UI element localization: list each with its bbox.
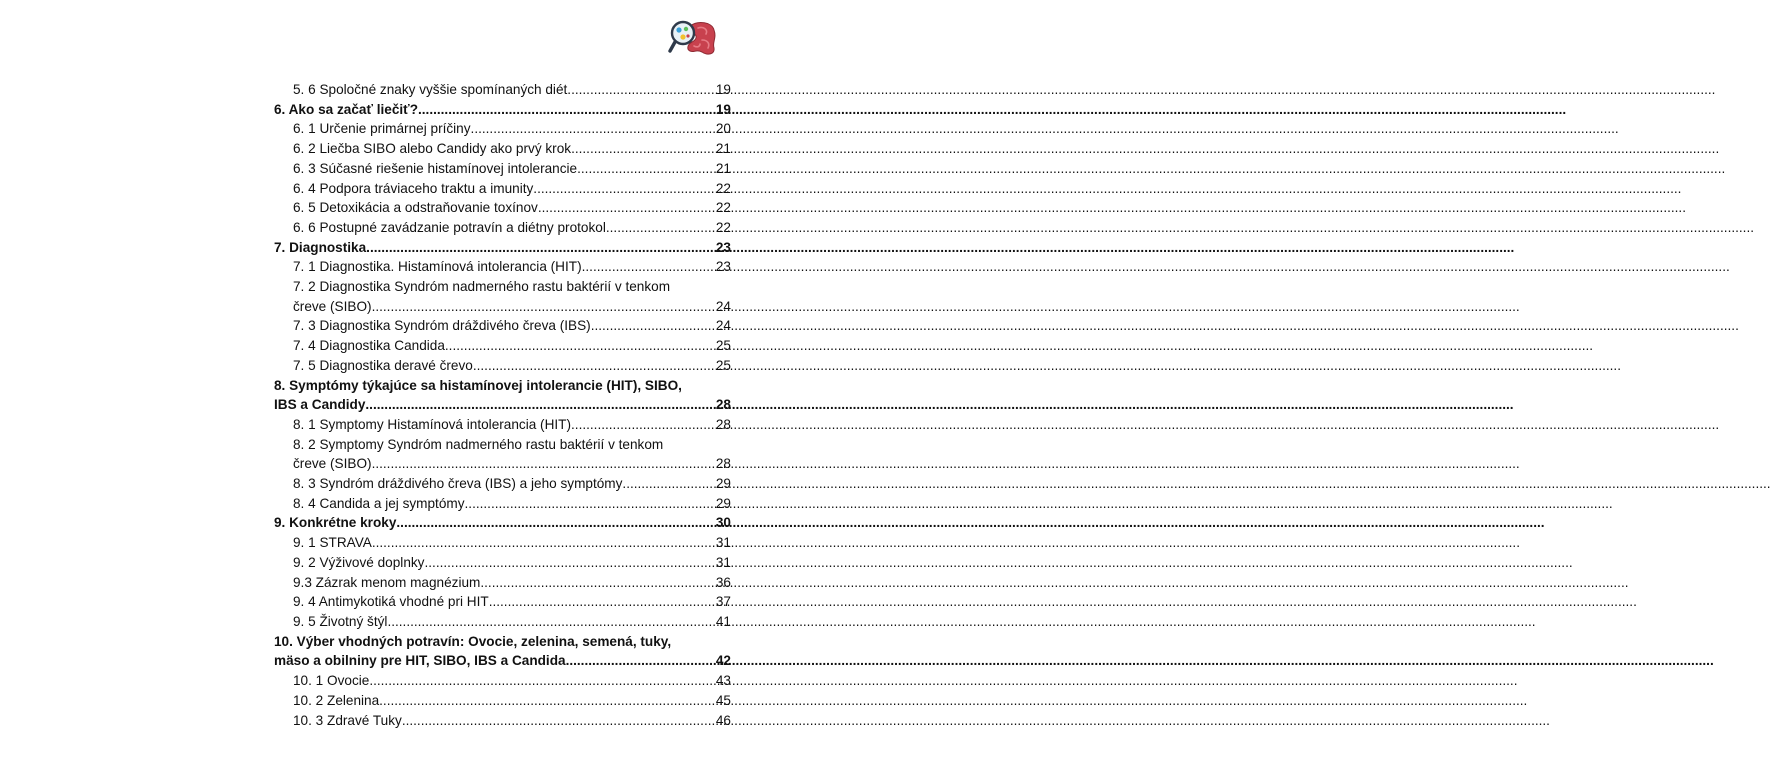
toc-line [293,159,731,179]
toc-title: 6. 6 Postupné zavádzanie potravín a diétny protokol [293,219,606,235]
toc-title: 7. 1 Diagnostika. Histamínová intolerancia (HIT) [293,259,582,275]
toc-page-number: 19 [715,82,731,97]
toc-line [293,671,731,691]
dot-leader [445,336,715,356]
toc-section[interactable] [274,612,731,632]
toc-chapter[interactable] [274,238,731,258]
dot-leader [622,474,714,494]
toc-page-number: 45 [715,692,731,708]
logo [668,18,720,58]
toc-title: 10. 2 Zelenina [293,692,380,708]
toc-page-number: 21 [715,160,731,176]
toc-title: 8. 3 Syndróm dráždivého čreva (IBS) a jeho symptómy [293,476,623,492]
toc-section[interactable] [274,218,731,238]
toc-section[interactable] [274,356,731,376]
dot-leader [372,297,715,317]
toc-title: 9. 4 Antimykotiká vhodné pri HIT [293,594,489,610]
dot-leader [418,100,715,120]
toc-line [293,691,731,711]
toc-section[interactable] [274,277,731,316]
toc-page-number: 28 [715,456,731,472]
toc-line [293,198,731,218]
toc-title: 8. 1 Symptomy Histamínová intolerancia (HIT) [293,416,572,432]
dot-leader [379,691,715,711]
toc-title-line: 8. 2 Symptomy Syndróm nadmerného rastu baktérií v tenkom [293,436,664,452]
dot-leader [402,711,715,731]
toc-page-number: 23 [715,259,731,275]
toc-page-number: 22 [715,200,731,216]
dot-leader [365,395,714,415]
dot-leader [471,119,715,139]
toc-page-number: 20 [715,121,731,137]
toc-line [293,257,731,277]
dot-leader [372,533,715,553]
magnifier-handle [670,42,675,51]
dot-leader [577,159,715,179]
dot-leader [396,513,714,533]
dot-leader [567,80,715,100]
toc-page-number: 41 [715,613,731,629]
toc-title: 6. 4 Podpora tráviaceho traktu a imunity [293,180,534,196]
toc-section[interactable] [274,159,731,179]
toc-page-number: 21 [715,141,731,157]
dot-leader [372,454,715,474]
toc-title: 6. Ako sa začať liečiť? [274,101,418,117]
table-of-contents [274,80,731,730]
toc-chapter[interactable] [274,513,731,533]
dot-leader [538,198,715,218]
toc-page-number: 36 [715,574,731,590]
toc-line [293,356,731,376]
toc-chapter[interactable] [274,100,731,120]
toc-section[interactable] [274,435,731,474]
toc-title: 10. 1 Ovocie [293,673,370,689]
dot-leader [489,592,715,612]
toc-line [293,553,731,573]
toc-title-line: 8. Symptómy týkajúce sa histamínovej intolerancie (HIT), SIBO, [274,377,682,393]
toc-title-line: 7. 2 Diagnostika Syndróm nadmerného rastu baktérií v tenkom [293,279,671,295]
toc-line [293,336,731,356]
toc-page-number: 29 [715,495,731,511]
dot-leader [571,139,715,159]
dot-leader [591,316,715,336]
toc-page-number: 46 [715,712,731,728]
toc-page-number: 25 [715,357,731,373]
dot-leader [369,671,715,691]
toc-page-number: 25 [715,338,731,354]
toc-line [293,573,731,593]
toc-line [293,494,731,514]
toc-section[interactable] [274,691,731,711]
toc-page-number: 24 [715,298,731,314]
toc-title: IBS a Candidy [274,397,366,413]
toc-section[interactable] [274,257,731,277]
toc-section[interactable] [274,415,731,435]
toc-title: 6. 3 Súčasné riešenie histamínovej intolerancie [293,160,578,176]
toc-title: 9. 1 STRAVA [293,535,372,551]
toc-page-number: 23 [715,239,731,255]
dot-leader [387,612,714,632]
dot-leader [480,573,715,593]
toc-section[interactable] [274,119,731,139]
toc-title: 7. 4 Diagnostika Candida [293,338,445,354]
toc-line [293,612,731,632]
toc-line [274,395,731,415]
dot-leader [473,356,715,376]
toc-page-number: 43 [715,673,731,689]
toc-title: čreve (SIBO) [293,456,372,472]
toc-title: 10. 3 Zdravé Tuky [293,712,402,728]
toc-title: 9. 2 Výživové doplnky [293,554,425,570]
toc-title: 5. 6 Spoločné znaky vyššie spomínaných diét [293,82,568,97]
toc-page-number: 31 [715,535,731,551]
dot-leader [533,179,715,199]
toc-page-number: 42 [715,653,731,669]
toc-section[interactable] [274,179,731,199]
magnifier-gut-icon [668,18,720,58]
toc-page-number: 37 [715,594,731,610]
toc-title: čreve (SIBO) [293,298,372,314]
toc-section[interactable] [274,316,731,336]
dot-leader [571,415,715,435]
toc-title-line: 10. Výber vhodných potravín: Ovocie, zelenina, semená, tuky, [274,633,672,649]
toc-line [293,179,731,199]
toc-title: 7. 3 Diagnostika Syndróm dráždivého čreva (IBS) [293,318,591,334]
toc-line [274,651,731,671]
toc-page-number: 30 [715,515,731,531]
toc-line [293,218,731,238]
toc-line [274,238,731,258]
toc-section[interactable] [274,553,731,573]
dot-leader [465,494,715,514]
toc-page-number: 24 [715,318,731,334]
toc-page-number: 28 [715,397,731,413]
toc-line [293,316,731,336]
toc-title: mäso a obilniny pre HIT, SIBO, IBS a Candida [274,653,566,669]
toc-section[interactable] [274,592,731,612]
toc-line [293,297,731,317]
toc-page-number: 19 [715,101,731,117]
toc-line [293,711,731,731]
toc-line [293,139,731,159]
dot-leader [566,651,715,671]
toc-title: 7. Diagnostika [274,239,367,255]
toc-line [293,415,731,435]
toc-title: 6. 2 Liečba SIBO alebo Candidy ako prvý krok [293,141,572,157]
toc-title: 9. Konkrétne kroky [274,515,397,531]
dot-leader [606,218,715,238]
toc-page-number: 29 [715,476,731,492]
toc-section[interactable] [274,198,731,218]
toc-line [274,100,731,120]
toc-page-number: 22 [715,180,731,196]
toc-section[interactable] [274,336,731,356]
toc-section[interactable] [274,533,731,553]
toc-title: 6. 5 Detoxikácia a odstraňovanie toxínov [293,200,538,216]
toc-section[interactable] [274,494,731,514]
toc-line [293,454,731,474]
toc-section[interactable] [274,474,731,494]
toc-page-number: 31 [715,554,731,570]
dot-leader [366,238,715,258]
toc-page-number: 28 [715,416,731,432]
toc-section[interactable] [274,711,731,731]
toc-page-number: 22 [715,219,731,235]
toc-title: 7. 5 Diagnostika deravé črevo [293,357,473,373]
toc-line [274,513,731,533]
toc-title: 6. 1 Určenie primárnej príčiny [293,121,471,137]
toc-line [293,592,731,612]
toc-section[interactable] [274,80,731,100]
toc-line [293,533,731,553]
toc-section[interactable] [274,139,731,159]
toc-section[interactable] [274,573,731,593]
dot-leader [424,553,714,573]
toc-chapter[interactable] [274,376,731,415]
dot-leader [582,257,715,277]
toc-section[interactable] [274,671,731,691]
toc-title: 9.3 Zázrak menom magnézium [293,574,481,590]
toc-line [293,80,731,100]
toc-line [293,474,731,494]
toc-title: 8. 4 Candida a jej symptómy [293,495,465,511]
toc-line [293,119,731,139]
toc-chapter[interactable] [274,632,731,671]
toc-title: 9. 5 Životný štýl [293,613,388,629]
